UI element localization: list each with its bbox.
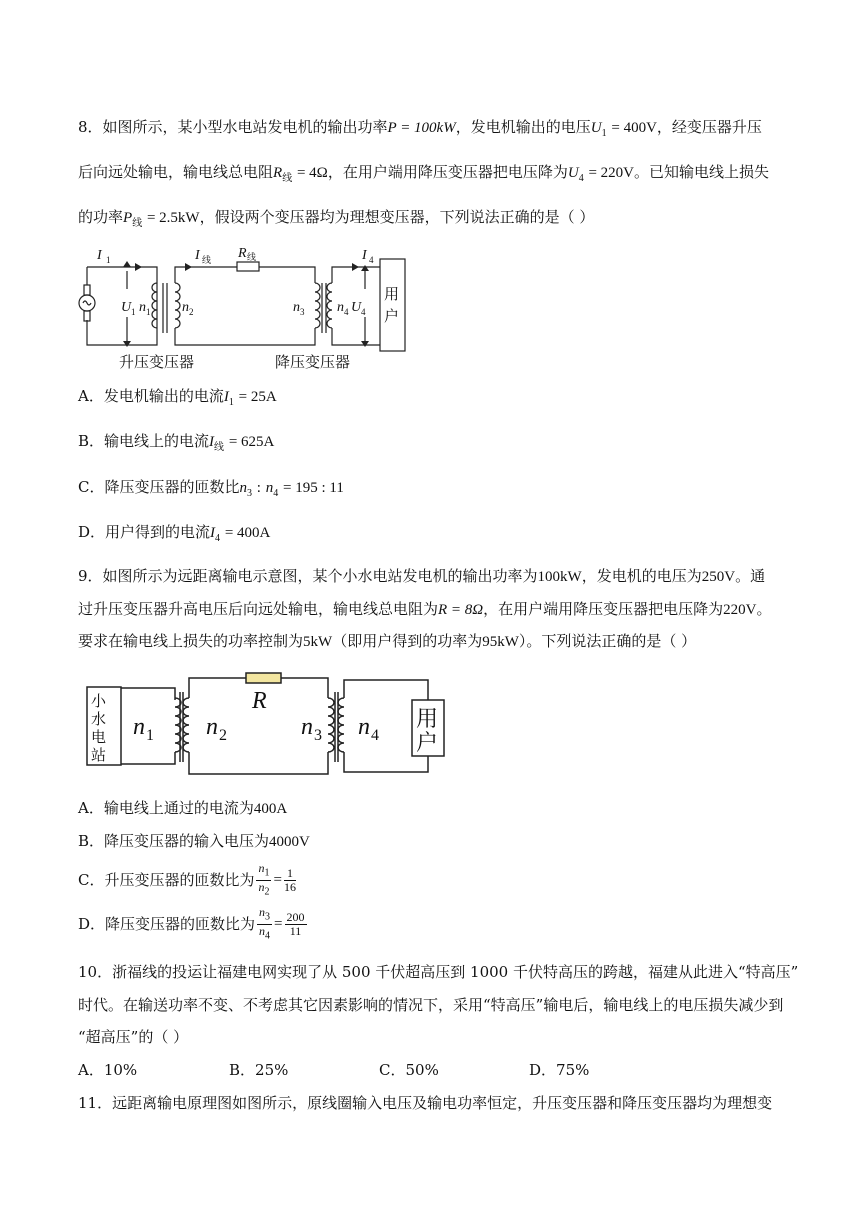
q9-value: 220V (723, 602, 757, 618)
resistor-icon (246, 673, 281, 683)
q8-ploss-value: = 2.5kW (146, 210, 200, 226)
q9-label-r: R (252, 688, 267, 714)
q9-label-n3: n (301, 714, 313, 740)
q9-label-n2: n (206, 714, 218, 740)
fraction: $\frac{n_3}{n_4}$ (259, 905, 271, 941)
q8-text: ，发电机输出的电压 (455, 118, 591, 136)
q8-label-sub: 3 (300, 307, 305, 317)
q9-label-n4: n (358, 714, 370, 740)
q9-value: 100kW (537, 569, 582, 585)
fraction (284, 867, 296, 894)
option-text: C．升压变压器的匝数比为 (78, 871, 255, 889)
q8-label-sub: 线 (202, 256, 212, 266)
q9-value: R = 8Ω (438, 602, 484, 618)
q9-text: （即用户得到的功率为 (332, 632, 483, 650)
q10-option-d[interactable]: D．75% (529, 1061, 590, 1079)
q8-line-1: 8．如图所示，某小型水电站发电机的输出功率P = 100kW，发电机输出的电压$U_1 = 400V$，经变压器升压 (78, 118, 762, 139)
option-text: D．降压变压器的匝数比为 (78, 915, 256, 933)
q8-r-value: = 4Ω (296, 165, 328, 181)
option-value: = 195 : 11 (283, 480, 344, 496)
q8-text: 。已知输电线上损失 (634, 163, 770, 181)
q10-option-a[interactable]: A．10% (78, 1061, 138, 1079)
q8-label-i4: I (362, 248, 367, 263)
q9-station-label-1: 小 (91, 692, 107, 710)
q8-u1-value: = 400V (611, 120, 657, 136)
q8-option-d[interactable]: D．用户得到的电流$I_4 = 400A$ (78, 523, 271, 544)
fraction: $\frac{n_1}{n_2}$ (258, 861, 270, 897)
q8-power-value: P = 100kW (387, 120, 456, 136)
q8-label-sub: 4 (344, 307, 349, 317)
q8-label-sub: 1 (146, 307, 151, 317)
q8-label-rline: R (238, 246, 247, 261)
q8-line-2: 后向远处输电，输电线总电阻$R_线 = 4\Omega$，在用户端用降压变压器把电压降为$U_4 = 220V$。已知输电线上损失 (78, 163, 770, 184)
fraction-numerator: 200 (286, 909, 305, 924)
q9-value: 250V (701, 569, 736, 585)
fraction (285, 911, 307, 938)
q9-option-b[interactable] (78, 831, 310, 852)
q8-label-u4: U (351, 300, 362, 315)
option-value: 4000V (269, 834, 310, 850)
q9-label-n1: n (133, 714, 145, 740)
q8-text: ，在用户端用降压变压器把电压降为 (327, 163, 568, 181)
q8-option-c[interactable]: C．降压变压器的匝数比$n_3$ : $n_4 = 195$ : 11 (78, 478, 344, 499)
fraction-denominator: 11 (289, 923, 302, 938)
option-text: A．发电机输出的电流 (78, 387, 224, 405)
q9-text: ，在用户端用降压变压器把电压降为 (483, 600, 724, 618)
q8-label-u1: U (121, 300, 132, 315)
q10-line-3: “超高压”的（ ） (78, 1028, 189, 1046)
q9-option-a[interactable] (78, 798, 287, 819)
q9-text: ）。下列说法正确的是（ ） (518, 632, 697, 650)
q9-text: 要求在输电线上损失的功率控制为 (78, 632, 304, 650)
q8-text: ，经变压器升压 (656, 118, 762, 136)
q8-label-iline: I (195, 248, 200, 263)
q9-label-sub: 1 (146, 727, 154, 744)
option-value: 400A (253, 801, 288, 817)
q9-value: 95kW (482, 634, 519, 650)
q9-option-d[interactable]: D．降压变压器的匝数比为 $\frac{n_3}{n_4}$ = $\frac{200}{11}$ (78, 905, 305, 941)
q8-label-n4: n (337, 300, 344, 315)
q8-u4-value: = 220V (588, 165, 635, 181)
q8-label-n2: n (182, 300, 189, 315)
option-value: = 625A (228, 434, 275, 450)
q8-label-n3: n (293, 300, 300, 315)
q9-circuit-figure (80, 670, 455, 780)
q8-step-up-label: 升压变压器 (119, 353, 195, 371)
q8-label-sub: 线 (247, 253, 257, 263)
fraction-denominator: 16 (283, 879, 296, 894)
q9-station-label-2: 水 (91, 710, 107, 728)
q8-text: 8．如图所示，某小型水电站发电机的输出功率 (78, 118, 388, 136)
q10-option-b[interactable]: B．25% (229, 1061, 289, 1079)
q8-label-i1: I (97, 248, 102, 263)
option-text: A．输电线上通过的电流为 (78, 799, 254, 817)
q8-text: 的功率 (78, 208, 124, 226)
q8-label-n1: n (139, 300, 146, 315)
q9-text: 。 (756, 600, 772, 618)
fraction-numerator: 1 (284, 867, 296, 881)
q9-text: 。通 (735, 567, 766, 585)
q9-station-label-4: 站 (91, 746, 107, 764)
option-text: D．用户得到的电流 (78, 523, 211, 541)
q9-label-sub: 2 (219, 727, 227, 744)
q9-line-2 (78, 599, 772, 620)
q9-value: 5kW (303, 634, 333, 650)
q8-label-sub: 1 (106, 255, 111, 265)
q9-user-label-1: 用 (416, 707, 439, 732)
q10-option-c[interactable]: C．50% (379, 1061, 439, 1079)
option-value: = 400A (224, 525, 271, 541)
q8-user-label-1: 用 (384, 285, 400, 303)
option-text: B．降压变压器的输入电压为 (78, 832, 270, 850)
q8-text: 后向远处输电，输电线总电阻 (78, 163, 274, 181)
q9-label-sub: 3 (314, 727, 322, 744)
q9-line-3 (78, 631, 696, 652)
q8-text: ，假设两个变压器均为理想变压器，下列说法正确的是（ ） (199, 208, 595, 226)
q9-text: 过升压变压器升高电压后向远处输电，输电线总电阻为 (78, 600, 439, 618)
q8-label-sub: 4 (361, 307, 366, 317)
q8-step-down-label: 降压变压器 (275, 353, 351, 371)
q8-label-sub: 2 (189, 307, 194, 317)
q8-user-label-2: 户 (384, 307, 400, 325)
q8-label-sub: 1 (131, 307, 136, 317)
q9-user-label-2: 户 (416, 731, 439, 756)
q9-text: 9．如图所示为远距离输电示意图，某个小水电站发电机的输出功率为 (78, 567, 538, 585)
option-value: = 25A (238, 389, 277, 405)
option-text: C．降压变压器的匝数比 (78, 478, 240, 496)
q8-option-b[interactable]: B．输电线上的电流$I_线 = 625A$ (78, 432, 275, 453)
q8-option-a[interactable]: A．发电机输出的电流$I_1 = 25A$ (78, 387, 277, 408)
q11-line-1: 11．远距离输电原理图如图所示，原线圈输入电压及输电功率恒定，升压变压器和降压变压器均为理想变 (78, 1094, 773, 1112)
q8-circuit-figure (75, 245, 415, 375)
q10-line-1: 10．浙福线的投运让福建电网实现了从 500 千伏超高压到 1000 千伏特高压的跨越，福建从此进入“特高压” (78, 963, 799, 981)
q10-line-2: 时代。在输送功率不变、不考虑其它因素影响的情况下，采用“特高压”输电后，输电线上的电压损失减少到 (78, 996, 784, 1014)
option-text: B．输电线上的电流 (78, 432, 210, 450)
q9-option-c[interactable]: C．升压变压器的匝数比为 $\frac{n_1}{n_2}$ = $\frac{1}{16}$ (78, 861, 296, 897)
q9-label-sub: 4 (371, 727, 379, 744)
q8-label-sub: 4 (369, 255, 374, 265)
q8-line-3: 的功率$P_线 = 2.5kW$，假设两个变压器均为理想变压器，下列说法正确的是（ ） (78, 208, 595, 229)
q9-text: ，发电机的电压为 (581, 567, 702, 585)
q9-station-label-3: 电 (91, 728, 107, 746)
q9-line-1 (78, 566, 765, 587)
